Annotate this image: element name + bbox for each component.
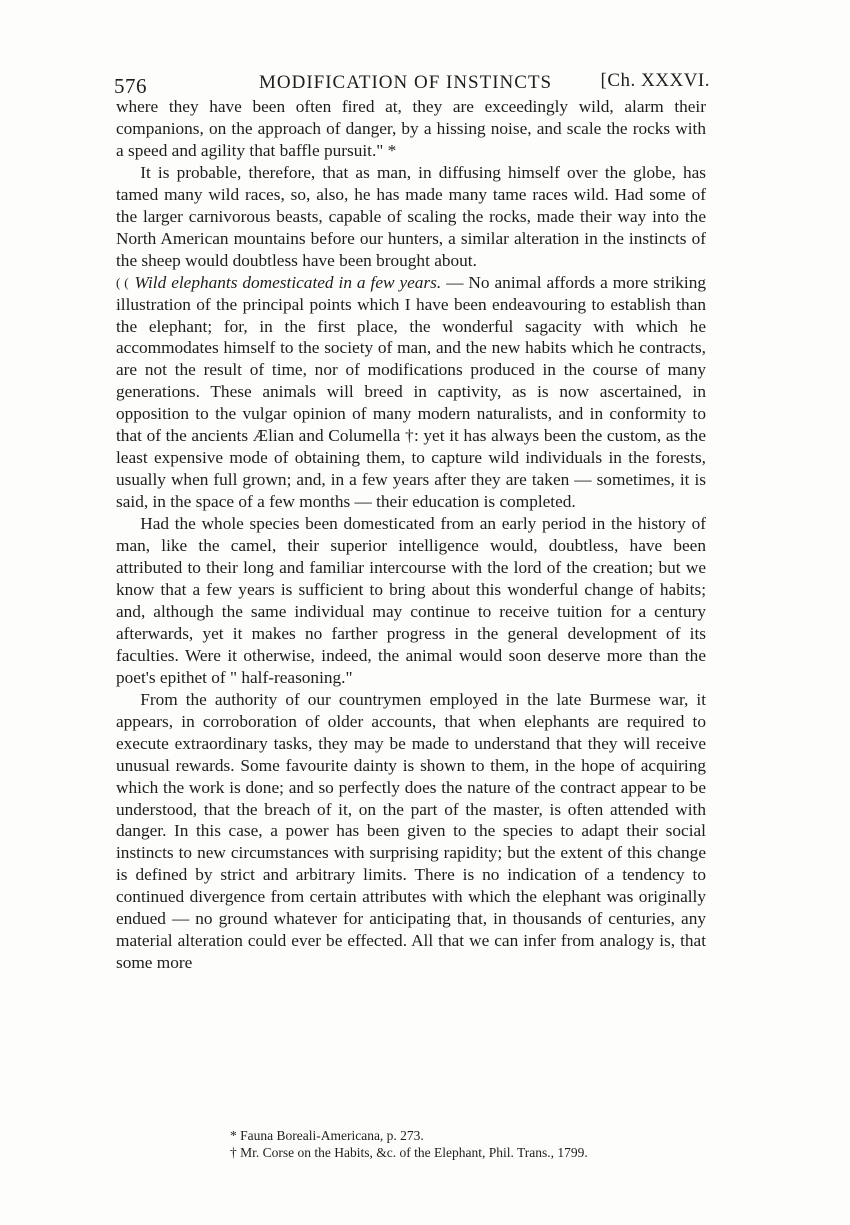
body-text <box>116 96 706 974</box>
paragraph-2: It is probable, therefore, that as man, in diffusing himself over the globe, has tamed many wild races, so, also, he has made many tame races wild. Had some of the larger carnivorous beasts, capable of scaling the rocks, made their way into the North American mountains before our hunters, a similar alteration in the instincts of the sheep would doubtless have been brought about. <box>116 162 706 270</box>
footnote-2: † Mr. Corse on the Habits, &c. of the Elephant, Phil. Trans., 1799. <box>230 1145 588 1160</box>
paragraph-3-text: — No animal affords a more striking illustration of the principal points which I have been endeavouring to establish than the elephant; for, in the first place, the wonderful sagacity with which he accommodates himself to the society of man, and the new habits which he contracts, are not the result of time, nor of modifications produced in the course of many generations. These animals will breed in captivity, as is now ascertained, in opposition to the vulgar opinion of many modern naturalists, and in conformity to that of the ancients Ælian and Columella †: yet it has always been the custom, as the least expensive mode of obtaining them, to capture wild individuals in the forests, usually when full grown; and, in a few years after they are taken — sometimes, it is said, in the space of a few months — their education is completed. <box>116 272 706 512</box>
chapter-label: [Ch. XXXVI. <box>600 70 710 91</box>
paragraph-4: Had the whole species been domesticated from an early period in the history of man, like the camel, their superior intelligence would, doubtless, have been attributed to their long and familiar intercourse with the lord of the creation; but we know that a few years is sufficient to bring about this wonderful change of habits; and, although the same individual may continue to receive tuition for a century afterwards, yet it makes no farther progress in the general development of its faculties. Were it otherwise, indeed, the animal would soon deserve more than the poet's epithet of " half-reasoning." <box>116 514 706 687</box>
paragraph-3 <box>116 272 706 513</box>
paragraph-5: From the authority of our countrymen employed in the late Burmese war, it appears, in corroboration of older accounts, that when elephants are required to execute extraordinary tasks, they may be made to understand that they will receive unusual rewards. Some favourite dainty is shown to them, in the hope of acquiring which the work is done; and so perfectly does the nature of the contract appear to be understood, that the breach of it, on the part of the master, is often attended with danger. In this case, a power has been given to the species to adapt their social instincts to new circumstances with surprising rapidity; but the extent of this change is defined by strict and arbitrary limits. There is no indication of a tendency to continued divergence from certain attributes with which the elephant was originally endued — no ground whatever for anticipating that, in thousands of centuries, any material alteration could ever be effected. All that we can infer from analogy is, that some more <box>116 689 706 973</box>
section-heading: Wild elephants domesticated in a few years. <box>134 272 442 292</box>
footnotes <box>230 1127 710 1161</box>
paragraph-1: where they have been often fired at, they are exceedingly wild, alarm their companions, on the approach of danger, by a hissing noise, and scale the rocks with a speed and agility that baffle pursuit." * <box>116 97 706 160</box>
page-number: 576 <box>114 74 147 98</box>
footnote-1: * Fauna Boreali-Americana, p. 273. <box>230 1128 424 1143</box>
running-header <box>114 68 710 98</box>
running-title: MODIFICATION OF INSTINCTS <box>259 72 553 93</box>
margin-mark: ( ( <box>116 274 129 290</box>
